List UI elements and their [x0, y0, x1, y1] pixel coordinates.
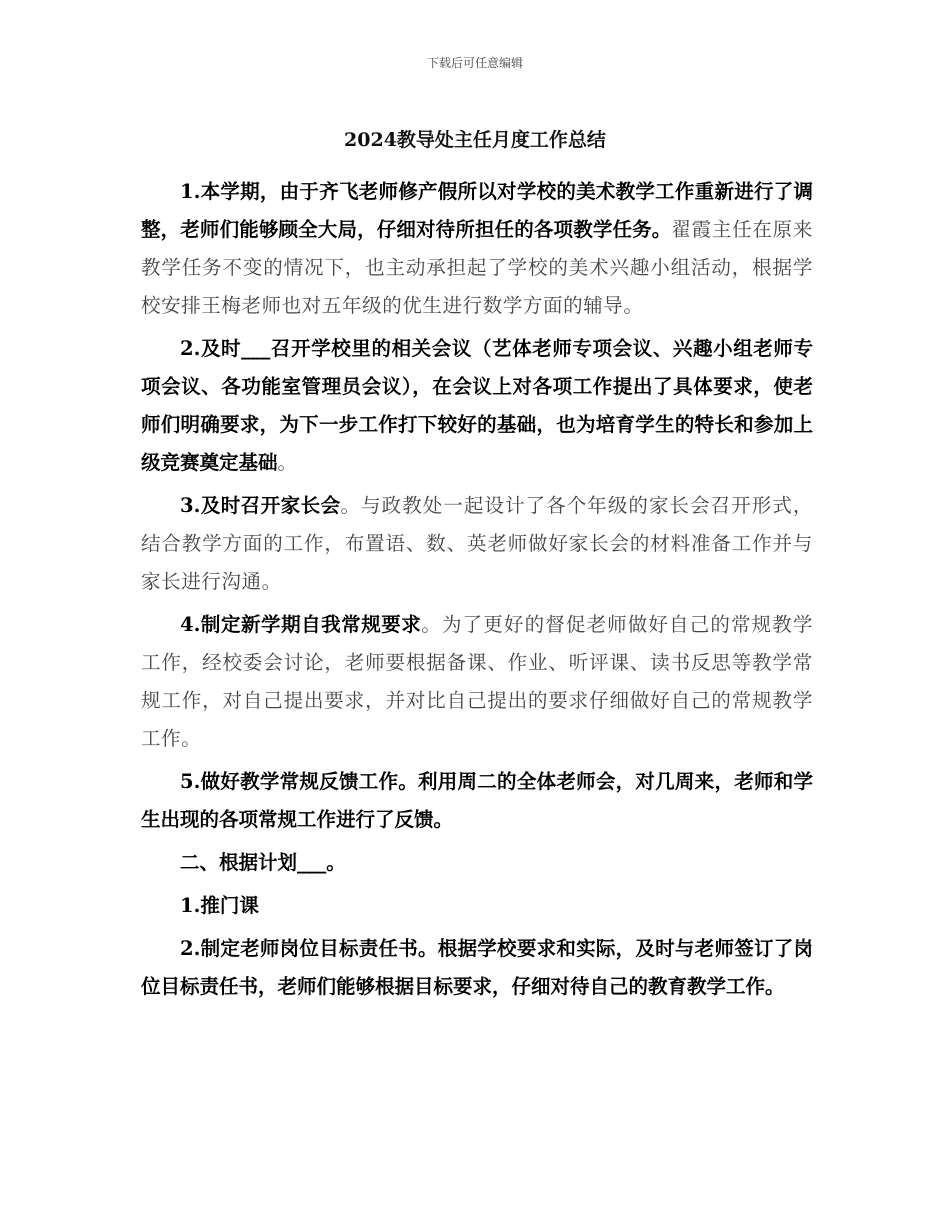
paragraph-5: 5.做好教学常规反馈工作。利用周二的全体老师会，对几周来，老师和学生出现的各项常规工作进行了反馈。: [141, 770, 813, 831]
document-body: [141, 173, 813, 1011]
document-title: 2024教导处主任月度工作总结: [344, 129, 606, 151]
paragraph-7: 2.制定老师岗位目标责任书。根据学校要求和实际，及时与老师签订了岗位目标责任书，老师们能够根据目标要求，仔细对待自己的教育教学工作。: [141, 937, 813, 998]
paragraph-1: 1.本学期，由于齐飞老师修产假所以对学校的美术教学工作重新进行了调整，老师们能够顾全大局，仔细对待所担任的各项教学任务。翟霞主任在原来教学任务不变的情况下，也主动承担起了学校的美术兴趣小组活动，根据学校安排王梅老师也对五年级的优生进行数学方面的辅导。: [141, 180, 813, 317]
paragraph-4: 4.制定新学期自我常规要求。为了更好的督促老师做好自己的常规教学工作，经校委会讨论，老师要根据备课、作业、听评课、读书反思等教学常规工作，对自己提出要求，并对比自己提出的要求仔细做好自己的常规教学工作。: [141, 613, 814, 750]
paragraph-6: 1.推门课: [180, 894, 259, 917]
paragraph-3: 3.及时召开家长会。与政教处一起设计了各个年级的家长会召开形式，结合教学方面的工作，布置语、数、英老师做好家长会的材料准备工作并与家长进行沟通。: [141, 494, 813, 593]
section-heading-2: 二、根据计划___。: [180, 851, 346, 874]
paragraph-2: 2.及时___召开学校里的相关会议（艺体老师专项会议、兴趣小组老师专项会议、各功能室管理员会议），在会议上对各项工作提出了具体要求，使老师们明确要求，为下一步工作打下较好的基础，也为培育学生的特长和参加上级竞赛奠定基础。: [141, 337, 813, 474]
page-header-note: 下载后可任意编辑: [426, 56, 523, 70]
